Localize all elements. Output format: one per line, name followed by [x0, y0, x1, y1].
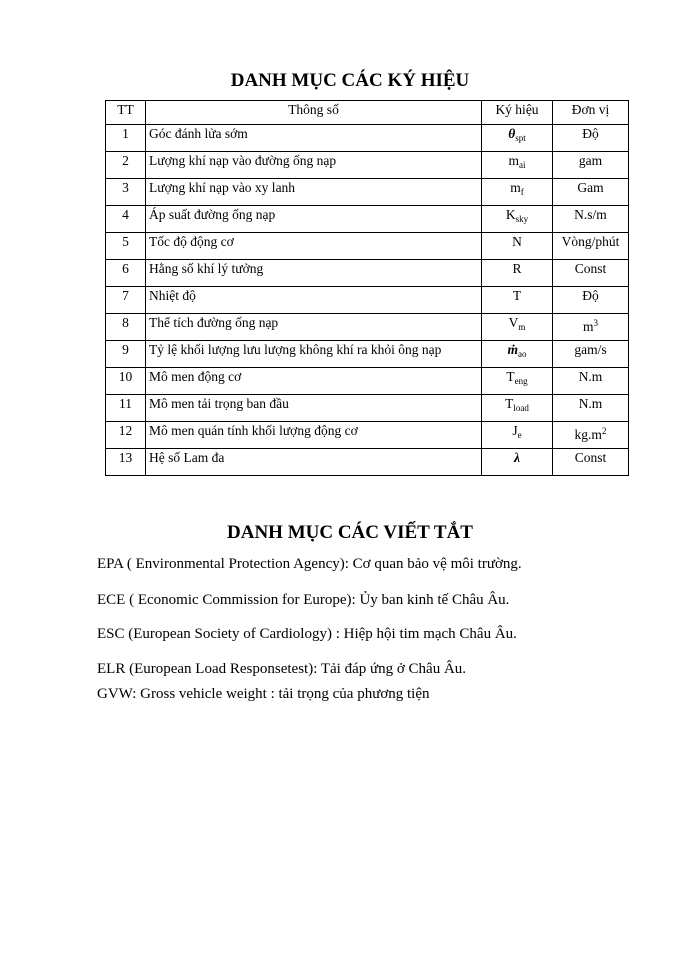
- table-header-row: [106, 101, 629, 125]
- row-unit: [553, 125, 629, 152]
- row-symbol: [482, 395, 553, 422]
- unit-text: kg.m: [574, 427, 602, 442]
- symbol-main: m: [510, 180, 521, 195]
- row-symbol: [482, 206, 553, 233]
- table-row: [106, 125, 629, 152]
- symbol-main: T: [505, 396, 514, 411]
- header-unit: Đơn vị: [553, 101, 629, 125]
- row-symbol: [482, 287, 553, 314]
- row-unit: [553, 314, 629, 341]
- table-row: [106, 449, 629, 476]
- unit-text: gam: [578, 153, 603, 168]
- row-parameter: Góc đánh lửa sớm: [146, 125, 482, 152]
- abbreviation-item: ESC (European Society of Cardiology) : Hiệp hội tim mạch Châu Âu.: [97, 626, 517, 642]
- unit-superscript: 2: [601, 426, 607, 436]
- symbol-main: R: [512, 261, 522, 276]
- row-symbol: [482, 341, 553, 368]
- row-number: 9: [106, 341, 146, 368]
- row-parameter: Tốc độ động cơ: [146, 233, 482, 260]
- symbol-main: N: [512, 234, 522, 249]
- unit-text: m: [582, 319, 594, 334]
- row-unit: [553, 368, 629, 395]
- unit-text: Const: [574, 261, 607, 276]
- symbols-table: [105, 100, 629, 476]
- row-parameter: Hệ số Lam đa: [146, 449, 482, 476]
- row-number: 13: [106, 449, 146, 476]
- row-parameter: Lượng khí nạp vào xy lanh: [146, 179, 482, 206]
- symbol-subscript: spt: [515, 133, 526, 143]
- row-unit: [553, 287, 629, 314]
- symbols-list-title: DANH MỤC CÁC KÝ HIỆU: [230, 70, 470, 91]
- row-parameter: Hằng số khí lý tưởng: [146, 260, 482, 287]
- unit-text: Độ: [582, 288, 599, 303]
- symbol-main: ṁ: [507, 342, 518, 357]
- symbol-main: λ: [514, 450, 520, 465]
- header-param: Thông số: [146, 101, 482, 125]
- symbol-subscript: ao: [518, 349, 527, 359]
- unit-text: N.s/m: [574, 207, 607, 222]
- row-symbol: [482, 422, 553, 449]
- row-number: 1: [106, 125, 146, 152]
- symbol-subscript: m: [518, 322, 526, 332]
- row-symbol: [482, 125, 553, 152]
- row-number: 5: [106, 233, 146, 260]
- table-row: [106, 260, 629, 287]
- table-row: [106, 395, 629, 422]
- symbol-subscript: eng: [514, 376, 528, 386]
- row-number: 6: [106, 260, 146, 287]
- unit-text: Const: [574, 450, 607, 465]
- symbol-main: V: [508, 315, 519, 330]
- row-symbol: [482, 233, 553, 260]
- table-row: [106, 179, 629, 206]
- row-unit: [553, 422, 629, 449]
- row-number: 4: [106, 206, 146, 233]
- row-number: 2: [106, 152, 146, 179]
- header-symbol: Ký hiệu: [482, 101, 553, 125]
- row-number: 10: [106, 368, 146, 395]
- table-row: [106, 287, 629, 314]
- row-symbol: [482, 449, 553, 476]
- unit-text: Độ: [582, 126, 599, 141]
- table-row: [106, 341, 629, 368]
- unit-text: Vòng/phút: [561, 234, 620, 249]
- symbol-main: m: [508, 153, 519, 168]
- row-symbol: [482, 260, 553, 287]
- symbols-table-body: [106, 125, 629, 476]
- symbol-subscript: ai: [519, 160, 526, 170]
- symbol-subscript: load: [513, 403, 529, 413]
- row-number: 12: [106, 422, 146, 449]
- abbreviation-item: ELR (European Load Responsetest): Tải đáp ứng ở Châu Âu.: [97, 661, 467, 677]
- symbol-main: T: [512, 288, 522, 303]
- row-parameter: Áp suất đường ống nạp: [146, 206, 482, 233]
- row-unit: [553, 260, 629, 287]
- unit-text: Gam: [577, 180, 604, 195]
- table-row: [106, 152, 629, 179]
- symbol-subscript: e: [517, 430, 522, 440]
- row-unit: [553, 395, 629, 422]
- row-symbol: [482, 152, 553, 179]
- row-symbol: [482, 314, 553, 341]
- abbreviation-item: ECE ( Economic Commission for Europe): Ủy ban kinh tế Châu Âu.: [97, 592, 510, 608]
- symbol-main: θ: [508, 126, 516, 141]
- symbol-main: J: [512, 423, 518, 438]
- row-number: 11: [106, 395, 146, 422]
- row-unit: [553, 179, 629, 206]
- header-tt: TT: [106, 101, 146, 125]
- table-row: [106, 233, 629, 260]
- symbol-subscript: f: [520, 187, 524, 197]
- symbol-main: T: [506, 369, 515, 384]
- row-parameter: Nhiệt độ: [146, 287, 482, 314]
- row-number: 3: [106, 179, 146, 206]
- row-unit: [553, 449, 629, 476]
- abbreviations-list-title: DANH MỤC CÁC VIẾT TẮT: [227, 522, 473, 543]
- row-parameter: Mô men quán tính khối lượng động cơ: [146, 422, 482, 449]
- row-symbol: [482, 368, 553, 395]
- unit-text: gam/s: [574, 342, 607, 357]
- row-unit: [553, 206, 629, 233]
- table-row: [106, 314, 629, 341]
- table-row: [106, 368, 629, 395]
- row-parameter: Mô men động cơ: [146, 368, 482, 395]
- row-parameter: Thể tích đường ống nạp: [146, 314, 482, 341]
- unit-text: N.m: [578, 396, 603, 411]
- row-number: 7: [106, 287, 146, 314]
- abbreviation-item: GVW: Gross vehicle weight : tải trọng của phương tiện: [97, 686, 430, 702]
- row-unit: [553, 152, 629, 179]
- row-parameter: Mô men tải trọng ban đầu: [146, 395, 482, 422]
- unit-superscript: 3: [593, 318, 598, 328]
- unit-text: N.m: [578, 369, 603, 384]
- row-parameter: Tỷ lệ khối lượng lưu lượng không khí ra khỏi ông nạp: [146, 341, 482, 368]
- symbol-subscript: sky: [515, 214, 529, 224]
- row-unit: [553, 341, 629, 368]
- abbreviation-item: EPA ( Environmental Protection Agency): Cơ quan bảo vệ môi trường.: [97, 556, 522, 572]
- symbol-main: K: [505, 207, 516, 222]
- row-unit: [553, 233, 629, 260]
- table-row: [106, 206, 629, 233]
- row-parameter: Lượng khí nạp vào đường ống nạp: [146, 152, 482, 179]
- row-symbol: [482, 179, 553, 206]
- table-row: [106, 422, 629, 449]
- row-number: 8: [106, 314, 146, 341]
